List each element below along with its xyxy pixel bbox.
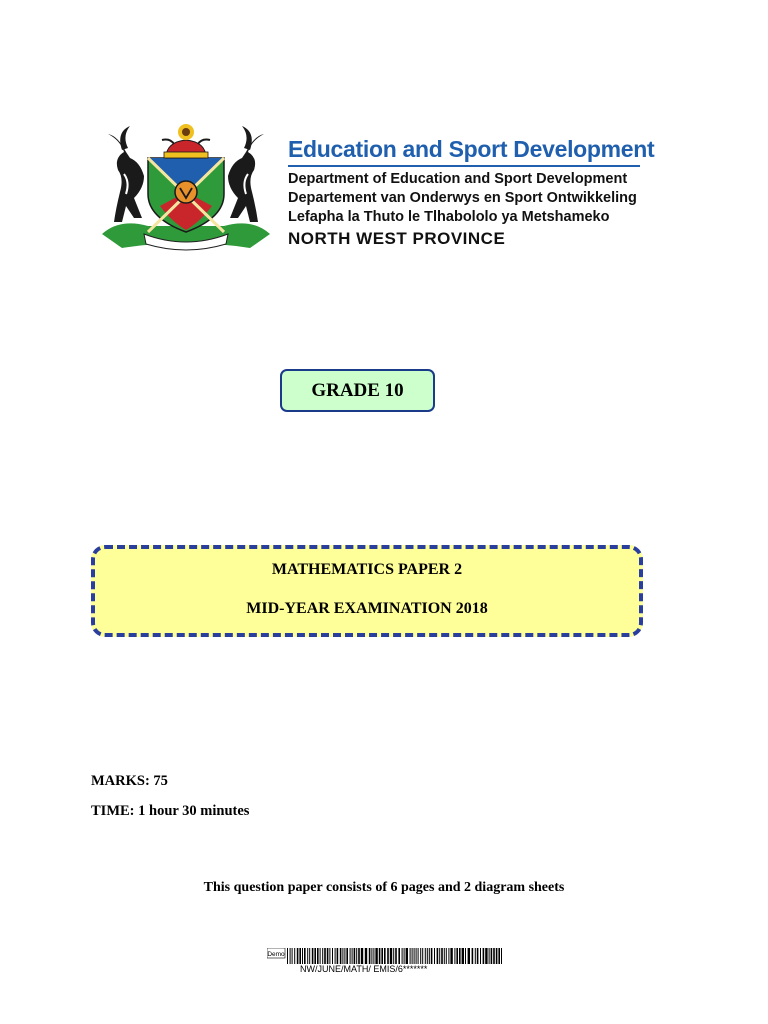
grade-label-box <box>280 369 435 412</box>
barcode-bar <box>439 948 440 964</box>
barcode-bar <box>416 948 417 964</box>
time-info: TIME: 1 hour 30 minutes <box>91 803 250 819</box>
marks-info: MARKS: 75 <box>91 773 168 789</box>
barcode-bar <box>379 948 381 964</box>
barcode-bar <box>410 948 411 964</box>
barcode-bar <box>371 948 372 964</box>
barcode-bar <box>450 948 452 964</box>
barcode-bar <box>462 948 464 964</box>
barcode-bar <box>299 948 301 964</box>
barcode-bar <box>369 948 371 964</box>
barcode-bar <box>327 948 329 964</box>
department-name-setswana: Lefapha la Thuto le Tlhabololo ya Metshameko <box>288 209 610 225</box>
barcode-bar <box>456 948 458 964</box>
barcode-bar <box>398 948 400 964</box>
barcode-bar <box>480 948 481 964</box>
barcode-bar <box>444 948 445 964</box>
barcode-bar <box>297 948 299 964</box>
exam-title-box <box>91 545 643 637</box>
barcode-bar <box>448 948 449 964</box>
barcode-bar <box>340 948 342 964</box>
barcode-bar <box>322 948 323 964</box>
barcode-bar <box>375 948 377 964</box>
barcode-bar <box>307 948 308 964</box>
barcode-bar <box>381 948 383 964</box>
barcode-bar <box>402 948 403 964</box>
barcode-bar <box>496 948 498 964</box>
barcode-bar <box>390 948 392 964</box>
barcode-bar <box>475 948 476 964</box>
barcode-bar <box>412 948 413 964</box>
province-name: NORTH WEST PROVINCE <box>288 229 506 248</box>
department-header <box>100 122 660 262</box>
coat-of-arms-logo <box>100 122 272 254</box>
department-text-block <box>288 136 658 251</box>
barcode-bar <box>483 948 485 964</box>
barcode-bar <box>498 948 500 964</box>
barcode-text: NW/JUNE/MATH/ EMIS/6******* <box>300 964 428 974</box>
barcode-bar <box>337 948 339 964</box>
barcode-bar <box>365 948 367 964</box>
barcode-bar <box>489 948 490 964</box>
barcode <box>267 948 503 964</box>
barcode-bar <box>309 948 310 964</box>
barcode-bar <box>346 948 348 964</box>
barcode-bar <box>446 948 447 964</box>
barcode-bar <box>434 948 435 964</box>
barcode-bar <box>350 948 351 964</box>
barcode-bar <box>358 948 360 964</box>
exam-subject: MATHEMATICS PAPER 2 <box>271 561 463 578</box>
barcode-bar <box>393 948 394 964</box>
barcode-bar <box>395 948 397 964</box>
barcode-bar <box>429 948 430 964</box>
barcode-bar <box>437 948 439 964</box>
barcode-bar <box>302 948 303 964</box>
barcode-bar <box>373 948 374 964</box>
paper-page-count-note: This question paper consists of 6 pages and 2 diagram sheets <box>203 880 565 895</box>
barcode-bar <box>459 948 461 964</box>
barcode-bar <box>477 948 479 964</box>
barcode-bar <box>356 948 357 964</box>
barcode-bar <box>335 948 336 964</box>
title-underline <box>288 165 640 167</box>
barcode-bar <box>491 948 493 964</box>
barcode-bar <box>292 948 293 964</box>
barcode-bar <box>317 948 319 964</box>
barcode-bar <box>414 948 415 964</box>
barcode-bar <box>431 948 433 964</box>
barcode-bar <box>344 948 345 964</box>
barcode-bar <box>425 948 426 964</box>
barcode-bar <box>418 948 419 964</box>
barcode-bar <box>314 948 316 964</box>
barcode-tag: Demo <box>267 951 285 958</box>
barcode-bar <box>304 948 306 964</box>
barcode-bar <box>352 948 353 964</box>
barcode-bar <box>324 948 326 964</box>
barcode-bar <box>485 948 487 964</box>
barcode-bar <box>501 948 502 964</box>
barcode-bar <box>329 948 330 964</box>
exam-session: MID-YEAR EXAMINATION 2018 <box>246 600 488 617</box>
barcode-bar <box>384 948 386 964</box>
barcode-bar <box>287 948 288 964</box>
department-name-english: Department of Education and Sport Development <box>288 171 628 187</box>
barcode-bar <box>406 948 408 964</box>
barcode-bar <box>427 948 428 964</box>
barcode-bar <box>332 948 333 964</box>
barcode-bar <box>294 948 295 964</box>
barcode-bar <box>441 948 443 964</box>
barcode-bar <box>290 948 291 964</box>
barcode-bar <box>320 948 321 964</box>
barcode-bar <box>422 948 423 964</box>
barcode-bar <box>361 948 363 964</box>
barcode-bar <box>493 948 495 964</box>
barcode-bar <box>312 948 314 964</box>
barcode-bar <box>387 948 389 964</box>
barcode-bar <box>342 948 343 964</box>
department-title: Education and Sport Development <box>288 136 655 162</box>
barcode-bar <box>404 948 405 964</box>
department-name-afrikaans: Departement van Onderwys en Sport Ontwikkeling <box>288 190 637 206</box>
barcode-bar <box>468 948 470 964</box>
barcode-bar <box>454 948 455 964</box>
barcode-bar <box>354 948 356 964</box>
grade-label: GRADE 10 <box>311 379 404 401</box>
barcode-bar <box>472 948 474 964</box>
barcode-bar <box>420 948 421 964</box>
barcode-bar <box>465 948 466 964</box>
